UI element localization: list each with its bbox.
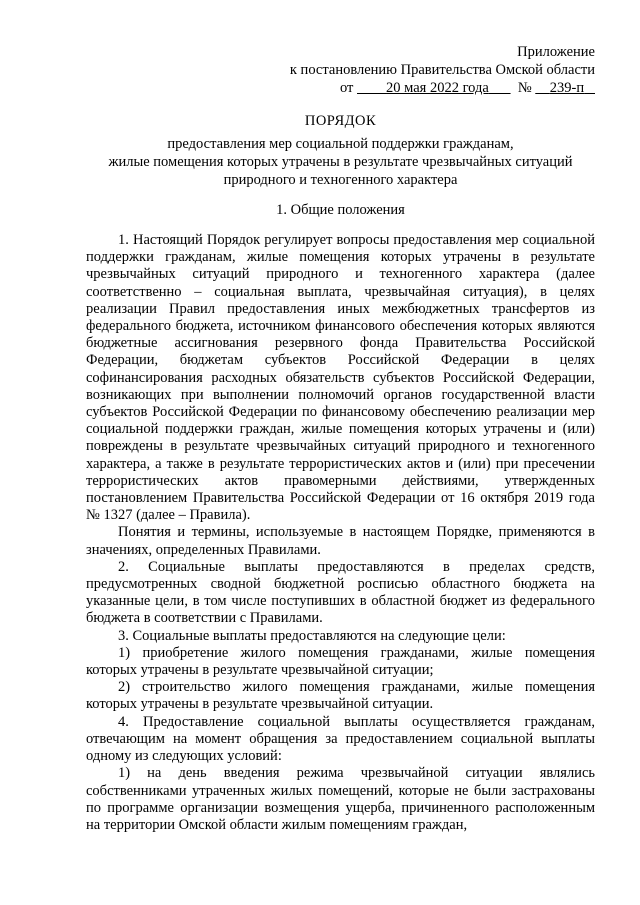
paragraph: 4. Предоставление социальной выплаты осуществляется гражданам, отвечающим на момент обращения за предоставлением социальной выплаты одному из следующих условий: — [86, 713, 595, 765]
number-field — [535, 80, 595, 96]
document-date: 20 мая 2022 года — [386, 80, 489, 96]
paragraph: 2) строительство жилого помещения гражданами, жилые помещения которых утрачены в результате чрезвычайной ситуации. — [86, 679, 595, 713]
paragraph: 2. Социальные выплаты предоставляются в пределах средств, предусмотренных сводной бюджетной росписью областного бюджета на указанные цели, в том числе поступивших в областной бюджет из федерального бюджета в соответствии с Правилами. — [86, 558, 595, 627]
title-line-3: природного и техногенного характера — [223, 172, 458, 188]
title-line-1: предоставления мер социальной поддержки гражданам, — [167, 136, 514, 152]
date-prefix: от — [339, 80, 354, 96]
appendix-date-number — [290, 79, 595, 97]
paragraph: 3. Социальные выплаты предоставляются на следующие цели: — [118, 627, 506, 644]
appendix-label: Приложение — [517, 44, 595, 60]
document-title — [86, 112, 595, 189]
title-line-2: жилые помещения которых утрачены в результате чрезвычайных ситуаций — [108, 154, 573, 170]
appendix-resolution-ref: к постановлению Правительства Омской области — [289, 62, 595, 78]
title-name: ПОРЯДОК — [304, 113, 377, 129]
paragraph: 1) приобретение жилого помещения гражданами, жилые помещения которых утрачены в результате чрезвычайной ситуации; — [86, 644, 595, 679]
paragraph: Понятия и термины, используемые в настоящем Порядке, применяются в значениях, определенных Правилами. — [86, 524, 595, 558]
paragraph: 1) на день введения режима чрезвычайной ситуации являлись собственниками утраченных жилых помещений, которые не были застрахованы по программе организации возмещения ущерба, причиненного расположенным на территории Омской области жилым помещениям граждан, — [86, 765, 595, 833]
section-heading: 1. Общие положения — [276, 202, 405, 218]
paragraph: 1. Настоящий Порядок регулирует вопросы предоставления мер социальной поддержки гражданам, жилые помещения которых утрачены в результате чрезвычайных ситуаций природного и техногенного характера (далее соответственно – социальная выплата, чрезвычайная ситуация), в целях реализации Правил предоставления иных межбюджетных трансфертов из федерального бюджета, источником финансового обеспечения которых являются бюджетные ассигнования резервного фонда Правительства Российской Федерации, бюджетам субъектов Российской Федерации в целях софинансирования расходных обязательств субъектов Российской Федерации, возникающих при выполнении полномочий органов государственной власти субъектов Российской Федерации по финансовому обеспечению реализации мер социальной поддержки граждан, жилые помещения которых утрачены и (или) повреждены в результате чрезвычайных ситуаций природного и техногенного характера, а также в результате террористических актов и (или) при пресечении террористических актов правомерными действиями, утвержденных постановлением Правительства Российской Федерации от 16 октября 2019 года № 1327 (далее – Правила). — [86, 232, 595, 524]
document-number: 239-п — [549, 80, 585, 96]
date-field — [357, 80, 511, 96]
document-body — [86, 232, 595, 834]
appendix-header — [290, 43, 595, 97]
number-sign: № — [517, 80, 532, 96]
